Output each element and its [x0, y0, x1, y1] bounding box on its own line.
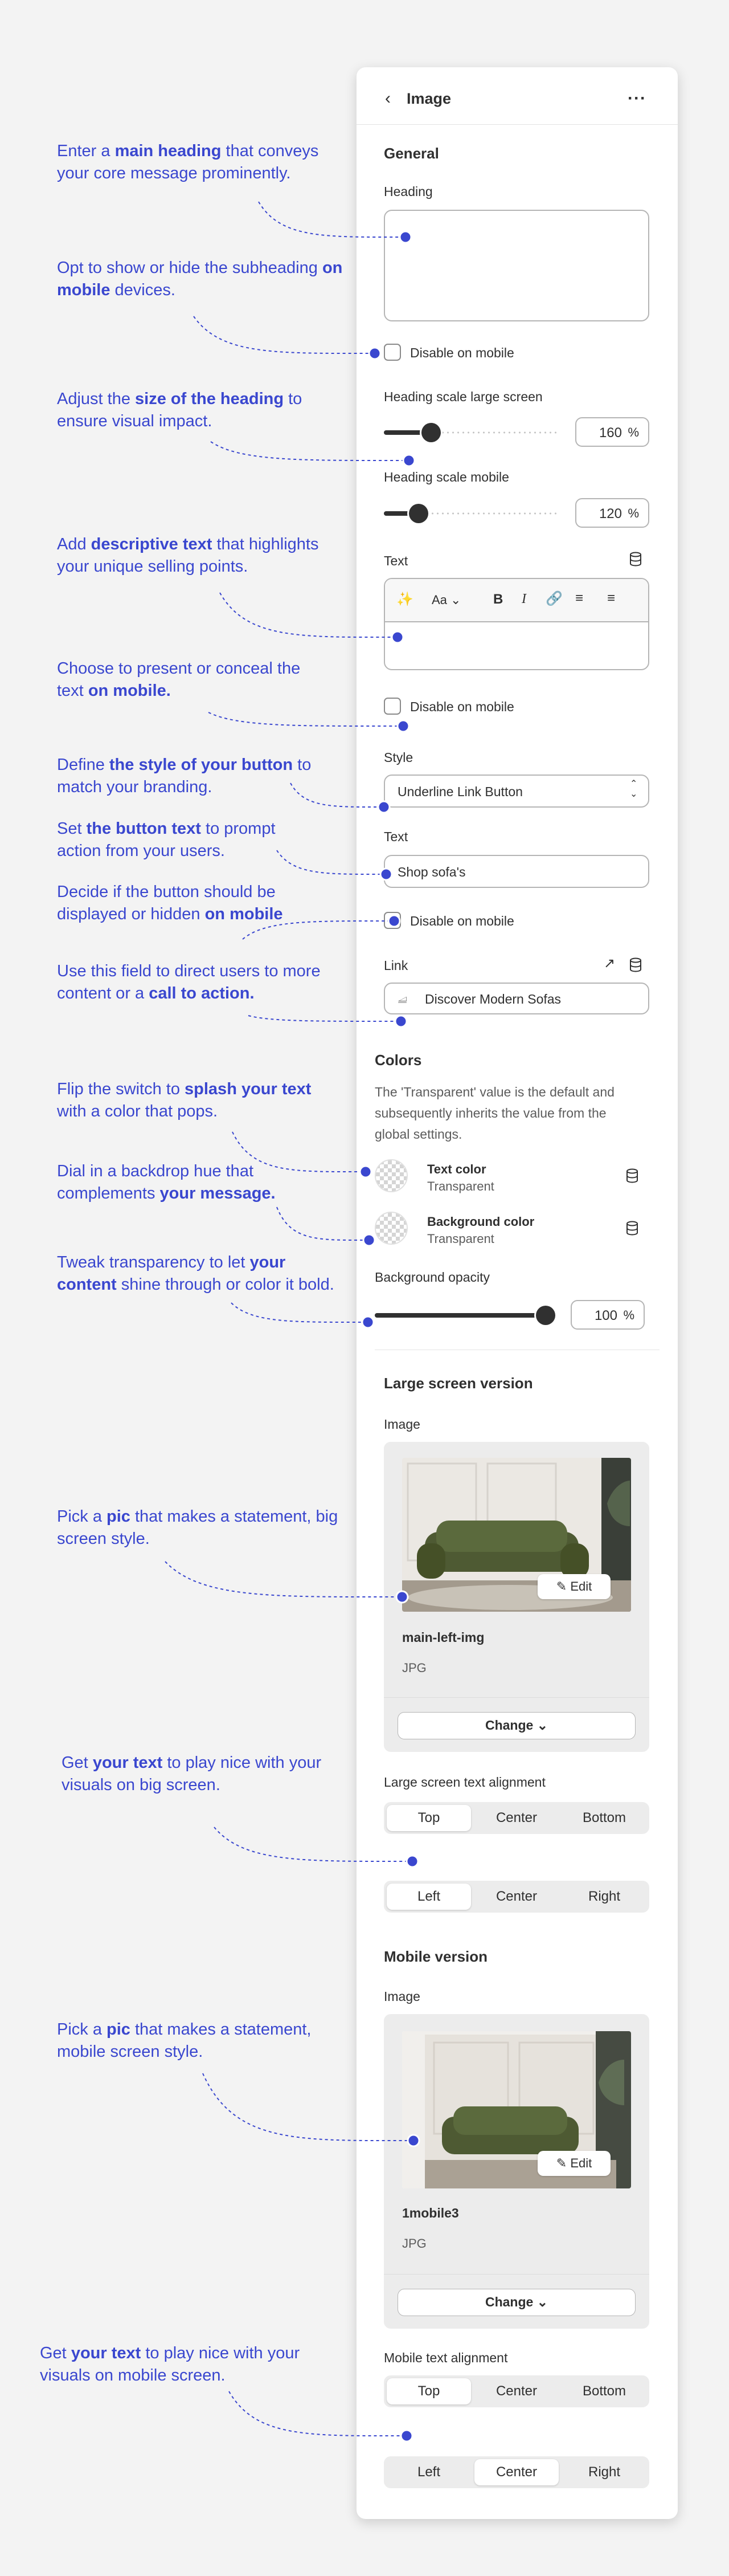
align-center-option[interactable]: Center — [495, 2383, 538, 2399]
note-mobile-alignment: Get your text to play nice with your visuals on mobile screen. — [40, 2344, 300, 2385]
mobile-image-label: Image — [384, 1989, 420, 2004]
note-button-mobile: Decide if the button should be displayed or hidden on mobile — [57, 883, 283, 923]
note-large-image: Pick a pic that makes a statement, big screen style. — [57, 1507, 338, 1548]
scale-mobile-slider[interactable] — [384, 511, 558, 516]
text-color-swatch[interactable] — [375, 1159, 408, 1192]
mobile-horizontal-alignment[interactable] — [384, 2456, 649, 2488]
heading-disable-mobile-label: Disable on mobile — [410, 345, 514, 360]
panel-title: Image — [407, 90, 452, 107]
align-right-option[interactable]: Right — [588, 1889, 621, 1904]
magic-wand-icon[interactable]: ✨ — [396, 592, 413, 607]
text-disable-mobile-label: Disable on mobile — [410, 699, 514, 714]
scale-large-slider[interactable] — [384, 430, 558, 435]
heading-disable-mobile-checkbox[interactable] — [384, 344, 401, 361]
section-large-screen: Large screen version — [384, 1375, 533, 1392]
large-image-card — [384, 1442, 649, 1752]
large-image-format: JPG — [402, 1661, 427, 1675]
connector-line — [231, 1303, 368, 1322]
note-disable-heading-mobile: Opt to show or hide the subheading on mobile devices. — [57, 259, 343, 299]
align-right-option[interactable]: Right — [588, 2464, 621, 2480]
slider-thumb[interactable] — [409, 504, 428, 523]
mobile-vertical-alignment[interactable] — [384, 2375, 649, 2407]
note-mobile-image: Pick a pic that makes a statement, mobile screen style. — [57, 2020, 312, 2061]
link-label: Link — [384, 958, 408, 973]
section-colors: Colors — [375, 1051, 422, 1069]
mobile-image-format: JPG — [402, 2236, 427, 2251]
note-button-text: Set the button text to prompt action from your users. — [57, 820, 276, 860]
note-button-style: Define the style of your button to match your branding. — [57, 756, 312, 796]
note-large-alignment: Get your text to play nice with your visuals on big screen. — [62, 1754, 322, 1794]
background-opacity-slider[interactable] — [375, 1313, 546, 1318]
button-text-input[interactable]: Shop sofa's — [384, 855, 649, 888]
note-background-opacity: Tweak transparency to let your content shine through or color it bold. — [57, 1253, 334, 1294]
style-label: Style — [384, 750, 413, 765]
align-center-option[interactable]: Center — [495, 1810, 538, 1825]
mobile-align-label: Mobile text alignment — [384, 2350, 508, 2365]
slider-thumb[interactable] — [536, 1306, 555, 1325]
background-opacity-input[interactable]: 100 % — [571, 1300, 645, 1330]
tag-icon: ⧡ — [398, 991, 408, 1005]
rich-text-editor[interactable] — [384, 578, 649, 670]
italic-icon[interactable]: I — [522, 592, 526, 606]
note-text-color: Flip the switch to splash your text with a color that pops. — [57, 1080, 312, 1120]
slider-fill — [375, 1313, 546, 1318]
text-label: Text — [384, 553, 408, 568]
scale-large-input[interactable]: 160 % — [575, 417, 649, 447]
note-heading-size: Adjust the size of the heading to ensure visual impact. — [57, 390, 302, 430]
change-image-button[interactable]: Change ⌄ — [398, 1712, 636, 1739]
button-disable-mobile-label: Disable on mobile — [410, 914, 514, 928]
more-options-icon[interactable]: ··· — [628, 89, 646, 108]
note-link: Use this field to direct users to more content or a call to action. — [57, 962, 321, 1002]
align-left-option[interactable]: Left — [387, 1884, 471, 1910]
large-horizontal-alignment[interactable] — [384, 1881, 649, 1913]
background-opacity-label: Background opacity — [375, 1270, 490, 1285]
align-bottom-option[interactable]: Bottom — [582, 2383, 626, 2399]
header-divider — [357, 124, 678, 125]
note-background-color: Dial in a backdrop hue that complements your message. — [57, 1162, 276, 1203]
connector-line — [277, 1207, 369, 1240]
align-bottom-option[interactable]: Bottom — [582, 1810, 626, 1825]
align-center-option[interactable]: Center — [495, 1889, 538, 1904]
align-left-option[interactable]: Left — [417, 2464, 441, 2480]
scale-mobile-label: Heading scale mobile — [384, 470, 509, 484]
large-vertical-alignment[interactable] — [384, 1802, 649, 1834]
colors-description: The 'Transparent' value is the default and subsequently inherits the value from the global settings. — [375, 1085, 615, 1142]
text-disable-mobile-checkbox[interactable] — [384, 698, 401, 715]
bold-icon[interactable]: B — [493, 592, 503, 607]
large-image-label: Image — [384, 1417, 420, 1432]
heading-label: Heading — [384, 184, 433, 199]
text-color-value: Transparent — [427, 1179, 494, 1193]
numbered-list-icon[interactable]: ≡ — [607, 590, 616, 606]
note-text-mobile: Choose to present or conceal the text on mobile. — [57, 659, 301, 700]
bullet-list-icon[interactable]: ≡ — [575, 590, 584, 606]
back-chevron-icon[interactable]: ‹ — [385, 89, 391, 108]
background-color-label: Background color — [427, 1214, 535, 1229]
section-mobile: Mobile version — [384, 1948, 488, 1965]
mobile-image-filename: 1mobile3 — [402, 2206, 459, 2220]
align-top-option[interactable]: Top — [387, 2378, 471, 2404]
dynamic-source-icon[interactable] — [629, 552, 642, 566]
font-select[interactable]: Aa ⌄ — [432, 593, 461, 607]
edit-image-button[interactable]: ✎ Edit — [538, 2151, 611, 2176]
scale-large-label: Heading scale large screen — [384, 389, 543, 404]
dynamic-source-icon[interactable] — [629, 957, 642, 972]
edit-image-button[interactable]: ✎ Edit — [538, 1574, 611, 1599]
card-divider — [384, 2274, 649, 2275]
note-descriptive-text: Add descriptive text that highlights your unique selling points. — [57, 535, 319, 576]
background-color-value: Transparent — [427, 1232, 494, 1246]
large-align-label: Large screen text alignment — [384, 1775, 546, 1790]
slider-thumb[interactable] — [421, 423, 441, 442]
scale-mobile-input[interactable]: 120 % — [575, 498, 649, 528]
button-disable-mobile-checkbox[interactable] — [384, 912, 401, 929]
align-top-option[interactable]: Top — [387, 1805, 471, 1831]
background-color-swatch[interactable] — [375, 1212, 408, 1245]
external-link-icon[interactable]: ↗ — [604, 956, 616, 971]
section-general: General — [384, 145, 439, 162]
settings-panel — [357, 67, 678, 2519]
card-divider — [384, 1697, 649, 1698]
select-chevrons-icon: ⌃ ⌄ — [630, 779, 638, 799]
mobile-image-card — [384, 2014, 649, 2329]
change-image-button[interactable]: Change ⌄ — [398, 2289, 636, 2316]
dynamic-source-icon[interactable] — [625, 1221, 639, 1236]
large-image-filename: main-left-img — [402, 1630, 485, 1645]
heading-textarea[interactable] — [384, 210, 649, 321]
align-center-option[interactable]: Center — [474, 2459, 559, 2485]
button-text-label: Text — [384, 829, 408, 844]
link-input[interactable]: ⧡ Discover Modern Sofas — [384, 983, 649, 1014]
link-icon[interactable]: 🔗 — [546, 591, 563, 606]
connector-line — [194, 316, 375, 353]
style-select[interactable]: Underline Link Button ⌃ ⌄ — [384, 775, 649, 808]
note-heading: Enter a main heading that conveys your core message prominently. — [57, 142, 319, 182]
text-color-label: Text color — [427, 1162, 486, 1176]
dynamic-source-icon[interactable] — [625, 1168, 639, 1183]
